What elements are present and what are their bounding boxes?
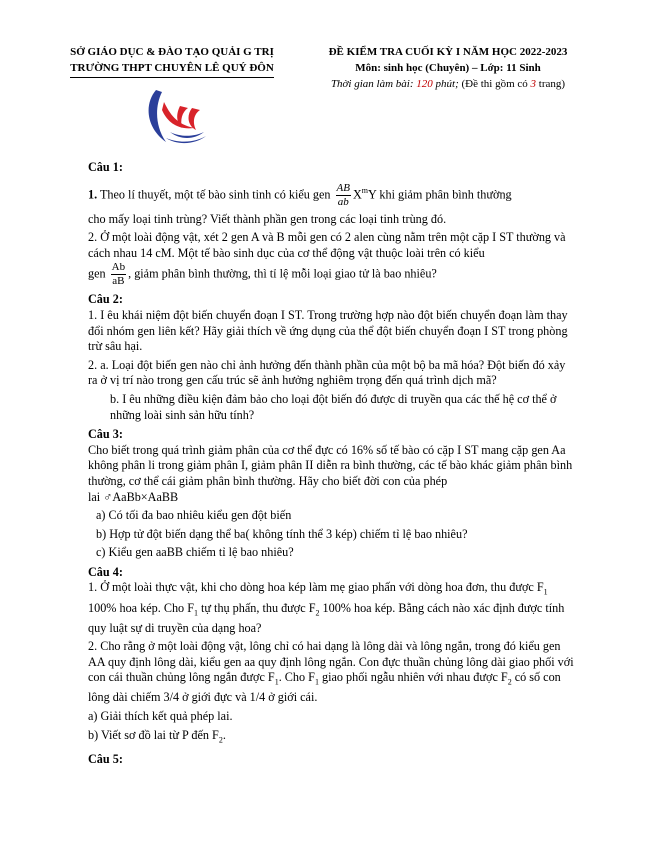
header-right <box>298 44 598 92</box>
time-value: 120 <box>416 78 433 90</box>
q4-part2 <box>88 639 576 706</box>
gen-f: F <box>536 580 544 595</box>
q4-item-b <box>88 728 576 748</box>
genotype-fraction <box>336 182 351 209</box>
q3-item-c: c) Kiểu gen aaBB chiếm tỉ lệ bao nhiêu? <box>96 545 294 560</box>
q1-part1-number: 1. <box>88 186 98 201</box>
q1-part2-end: , giảm phân bình thường, thì tỉ lệ mỗi loại giao tử là bao nhiêu? <box>128 266 437 281</box>
gen-sub: 2 <box>507 677 512 687</box>
q4-item-a: a) Giải thích kết quả phép lai. <box>88 708 233 723</box>
gen-f: F <box>212 727 219 742</box>
q4-part1-text: 1. Ở một loài thực vật, khi cho dòng hoa kép làm mẹ giao phấn với dòng hoa đơn, thu được <box>88 580 534 595</box>
q1-part1-text-end: Y khi giảm phân bình thường <box>368 186 512 201</box>
q4-part2-text-c: giao phối ngẫu nhiên với nhau được <box>321 670 498 685</box>
pages-suffix: trang) <box>538 78 566 90</box>
q3-item-a: a) Có tối đa bao nhiêu kiểu gen đột biến <box>96 508 292 523</box>
q4-part2-text-b: . Cho <box>278 670 306 685</box>
gen-f: F <box>308 600 316 615</box>
gen-sub: 1 <box>193 607 198 617</box>
question-3-title: Câu 3: <box>88 427 123 442</box>
q4-part1-text-b: 100% hoa kép. Cho <box>88 600 185 615</box>
q4-part2-text: 2. Cho rằng ở một loài động vật, lông chỉ có hai dạng là lông dài và lông ngắn, trong đó kiểu gen AA quy định lông dài, kiểu gen aa quy định lông ngắn. Con đực thuần chủng lông dài giao phối với con cái thuần chủng lông ngắn được <box>88 639 574 685</box>
q3-item-b: b) Hợp tử đột biến dạng thể ba( không tính thể 3 kép) chiếm tỉ lệ bao nhiêu? <box>96 526 468 541</box>
q1-part1 <box>88 182 576 209</box>
q4-part1 <box>88 580 576 636</box>
q4-item-b-end: . <box>222 727 226 742</box>
gen-f: F <box>187 600 194 615</box>
q4-item-b-text: b) Viết sơ đồ lai từ P đến <box>88 727 209 742</box>
fraction-denominator: aB <box>112 275 125 288</box>
department-name: SỞ GIÁO DỤC & ĐÀO TẠO QUẢI G TRỊ <box>70 46 274 58</box>
gen-f: F <box>500 670 508 685</box>
gen-sub: 1 <box>274 677 279 687</box>
q1-part2-cont <box>88 261 576 288</box>
gen-f: F <box>308 670 315 685</box>
question-5-title: Câu 5: <box>88 751 123 766</box>
q1-part2: 2. Ở một loài động vật, xét 2 gen A và B mỗi gen có 2 alen cùng nằm trên một cặp I ST thường và cách nhau 14 cM. Một tế bào sinh dục của cơ thể động vật thuộc loài trên có kiểu <box>88 230 566 260</box>
exam-content <box>88 156 576 767</box>
time-line <box>298 76 598 92</box>
gen-sub: 2 <box>218 734 223 744</box>
q1-part1-cont: cho mấy loại tinh trùng? Viết thành phần gen trong các loại tinh trùng đó. <box>88 211 447 226</box>
fraction-denominator: ab <box>337 195 349 208</box>
q1-chromosome-sup: m <box>361 185 369 195</box>
q2-part2b: b. I êu những điều kiện đảm bảo cho loại đột biến đó được di truyền qua các thế hệ cơ thể ở những loài sinh sản hữu tính? <box>110 391 557 422</box>
gen-sub: 1 <box>314 677 319 687</box>
fraction-numerator: AB <box>336 181 350 194</box>
time-unit: phút; <box>435 78 459 90</box>
question-4-title: Câu 4: <box>88 564 123 579</box>
fraction-numerator: Ab <box>111 261 126 274</box>
q2-part2a: 2. a. Loại đột biến gen nào chỉ ảnh hưởng đến thành phần của một bộ ba mã hóa? Đột biến đó xảy ra ở vị trí nào trong gen cấu trúc sẽ ảnh hưởng nghiêm trọng đến quá trình dịch mã? <box>88 357 566 388</box>
q1-part1-text: Theo lí thuyết, một tế bào sinh tinh có kiểu gen <box>99 186 331 201</box>
q4-part1-text-c: tự thụ phấn, thu được <box>201 600 306 615</box>
q1-part2-gen: gen <box>88 266 106 281</box>
q2-part1: 1. I êu khái niệm đột biến chuyển đoạn I ST. Trong trường hợp nào đột biến chuyển đoạn làm thay đổi nhóm gen liên kết? Hãy giải thích về ứng dụng của thể đột biến chuyển đoạn I ST trong phòng trừ sâu hại. <box>88 307 568 354</box>
school-name: TRƯỜNG THPT CHUYÊN LÊ QUÝ ĐÔN <box>70 60 274 78</box>
q4-part1-text-d: 100% hoa kép. Bằng cách nào xác định được tính quy luật sự di truyền của dạng hoa? <box>88 600 565 635</box>
genotype-fraction-2 <box>111 261 126 288</box>
exam-title: ĐỀ KIỂM TRA CUỐI KỲ I NĂM HỌC 2022-2023 <box>328 46 568 58</box>
q3-cross: lai ♂AaBb×AaBB <box>88 489 179 504</box>
gen-sub: 1 <box>543 587 548 597</box>
question-1-title: Câu 1: <box>88 160 123 174</box>
q1-chromosome-x: X <box>352 186 362 201</box>
header-left <box>52 44 292 78</box>
class-label: – Lớp: 11 Sinh <box>471 62 541 74</box>
subject-label: Môn: sinh học (Chuyên) <box>355 62 470 74</box>
subject-line <box>298 60 598 76</box>
pages-value: 3 <box>530 78 537 90</box>
question-2-title: Câu 2: <box>88 292 123 307</box>
gen-f: F <box>267 670 275 685</box>
pages-prefix: (Đề thi gồm có <box>461 78 528 90</box>
q3-text: Cho biết trong quá trình giảm phân của cơ thể đực có 16% số tế bào có cặp I ST mang cặp gen Aa không phân li trong giảm phân I, giảm phân II diễn ra bình thường, các tế bào khác giảm phân bình thường, cơ thể cái giảm phân bình thường. Hãy cho biết đời con của phép <box>88 442 573 488</box>
q4-part2-text-d: có số con lông dài chiếm 3/4 ở giới đực và 1/4 ở giới cái. <box>88 670 561 705</box>
school-logo <box>140 84 210 146</box>
time-prefix: Thời gian làm bài: <box>330 78 414 90</box>
gen-sub: 2 <box>315 607 320 617</box>
